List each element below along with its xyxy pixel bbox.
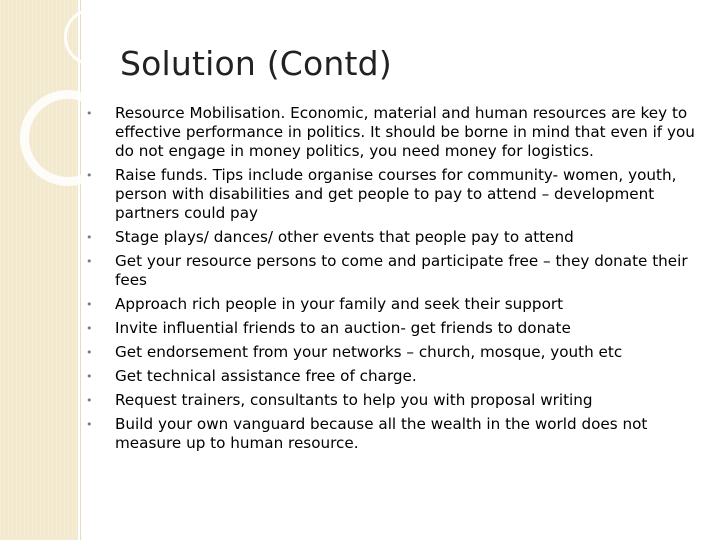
bullet-text: Get your resource persons to come and participate free – they donate their fees: [115, 252, 688, 289]
bullet-icon: •: [86, 107, 93, 120]
bullet-icon: •: [86, 346, 93, 359]
bullet-text: Get technical assistance free of charge.: [115, 367, 417, 385]
band-line: [80, 0, 81, 540]
bullet-item: [86, 343, 712, 362]
bullet-icon: •: [86, 298, 93, 311]
bullet-item: [86, 295, 712, 314]
slide-title: Solution (Contd): [120, 44, 392, 83]
bullet-item: [86, 415, 712, 453]
bullet-text: Build your own vanguard because all the wealth in the world does not measure up to human resource.: [115, 415, 648, 452]
decorative-side-band: [0, 0, 78, 540]
bullet-text: Raise funds. Tips include organise courses for community- women, youth, person with disabilities and get people to pay to attend – development partners could pay: [115, 166, 677, 222]
bullet-item: [86, 367, 712, 386]
bullet-icon: •: [86, 231, 93, 244]
bullet-item: [86, 104, 712, 161]
bullet-item: [86, 228, 712, 247]
bullet-icon: •: [86, 418, 93, 431]
bullet-text: Stage plays/ dances/ other events that people pay to attend: [115, 228, 574, 246]
bullet-icon: •: [86, 169, 93, 182]
decorative-circle-small: [64, 8, 122, 66]
bullet-text: Invite influential friends to an auction- get friends to donate: [115, 319, 571, 337]
bullet-icon: •: [86, 370, 93, 383]
bullet-text: Request trainers, consultants to help you with proposal writing: [115, 391, 593, 409]
bullet-text: Approach rich people in your family and seek their support: [115, 295, 564, 313]
bullet-text: Resource Mobilisation. Economic, material and human resources are key to effective performance in politics. It should be borne in mind that even if you do not engage in money politics, you need money for logistics.: [115, 104, 695, 160]
bullet-item: [86, 252, 712, 290]
bullet-icon: •: [86, 255, 93, 268]
bullet-text: Get endorsement from your networks – church, mosque, youth etc: [115, 343, 623, 361]
bullet-icon: •: [86, 394, 93, 407]
bullet-item: [86, 391, 712, 410]
bullet-item: [86, 319, 712, 338]
bullet-item: [86, 166, 712, 223]
bullet-icon: •: [86, 322, 93, 335]
bullet-list: [86, 104, 712, 458]
